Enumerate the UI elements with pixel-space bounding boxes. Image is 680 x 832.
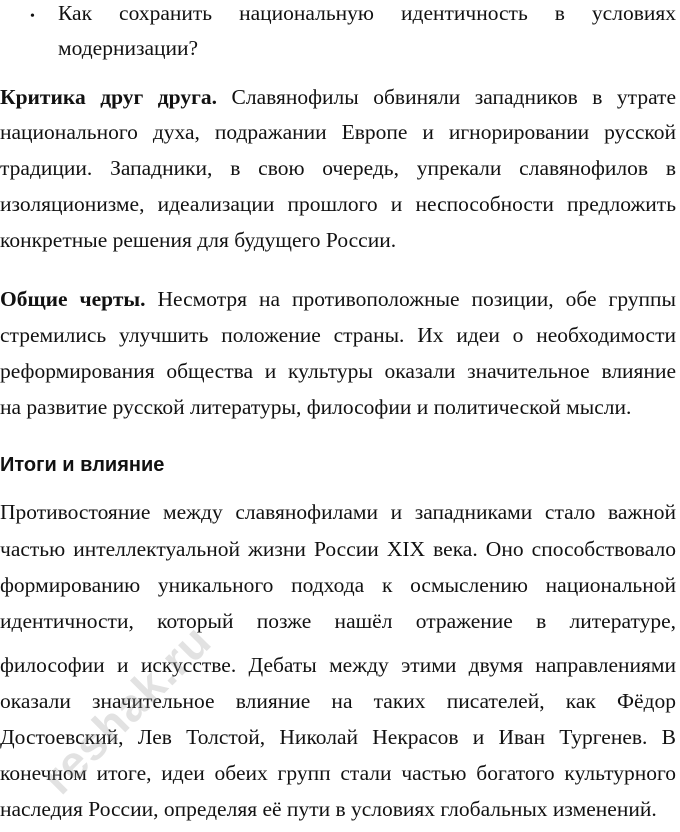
bullet-line-2: модернизации? [58, 36, 199, 60]
critique-title: Критика друг друга. [0, 85, 217, 109]
common-line-3: реформирования общества и культуры оказали значительное влияние [0, 359, 676, 383]
common-line-4: на развитие русской литературы, философии и политической мысли. [0, 395, 632, 419]
critique-line-1 [0, 84, 676, 110]
results-line-9: наследия России, определяя её пути в условиях глобальных изменений. [0, 797, 657, 821]
bullet-line-1: Как сохранить национальную идентичность в условиях [58, 1, 676, 25]
critique-line-3: традиции. Западники, в свою очередь, упрекали славянофилов в [0, 156, 676, 180]
results-line-5: философии и искусстве. Дебаты между этими двумя направлениями [0, 653, 676, 677]
critique-line-1-text: Славянофилы обвиняли западников в утрате [216, 85, 676, 109]
critique-line-2: национального духа, подражании Европе и игнорировании русской [0, 120, 676, 144]
common-line-1 [0, 286, 676, 312]
common-title: Общие черты. [0, 287, 146, 311]
common-line-2: стремились улучшить положение страны. Их идеи о необходимости [0, 323, 676, 347]
common-line-1-text: Несмотря на противоположные позиции, обе группы [145, 287, 676, 311]
results-line-6: оказали значительное влияние на таких писателей, как Фёдор [0, 689, 676, 713]
results-line-1: Противостояние между славянофилами и западниками стало важной [0, 500, 676, 524]
results-line-7: Достоевский, Лев Толстой, Николай Некрасов и Иван Тургенев. В [0, 725, 676, 749]
bullet-dot: • [30, 9, 35, 24]
results-line-8: конечном итоге, идеи обеих групп стали частью богатого культурного [0, 761, 676, 785]
critique-line-5: конкретные решения для будущего России. [0, 228, 397, 252]
watermark-text: reshak.ru [31, 614, 221, 804]
results-line-4: идентичности, который позже нашёл отражение в литературе, [0, 609, 676, 633]
critique-line-4: изоляционизме, идеализации прошлого и неспособности предложить [0, 192, 676, 216]
results-line-2: частью интеллектуальной жизни России XIX века. Оно способствовало [0, 537, 676, 561]
results-line-3: формированию уникального подхода к осмыслению национальной [0, 573, 676, 597]
section-heading: Итоги и влияние [0, 454, 165, 476]
